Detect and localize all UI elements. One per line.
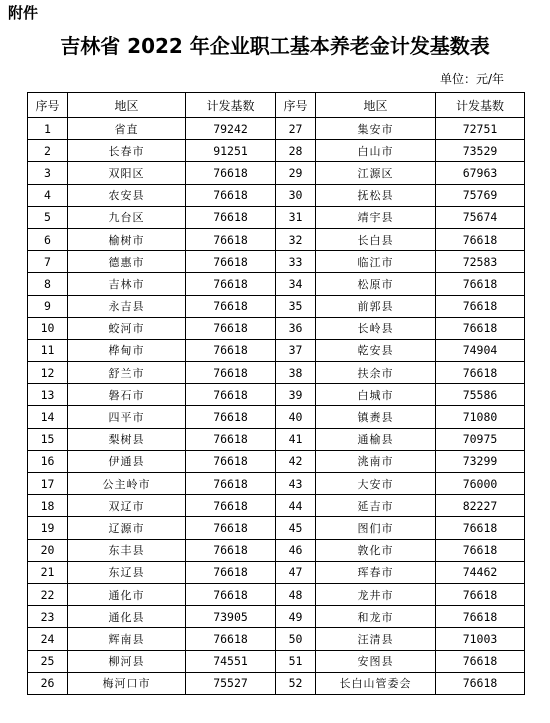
base-cell: 76618 xyxy=(186,273,276,295)
base-cell: 75527 xyxy=(186,672,276,694)
table-body xyxy=(28,118,525,695)
region-cell: 双辽市 xyxy=(68,495,186,517)
index-cell: 28 xyxy=(276,140,316,162)
index-cell: 41 xyxy=(276,428,316,450)
index-cell: 47 xyxy=(276,561,316,583)
table-row xyxy=(28,184,525,206)
base-cell: 76618 xyxy=(436,583,525,605)
index-cell: 27 xyxy=(276,118,316,140)
base-cell: 91251 xyxy=(186,140,276,162)
base-cell: 74551 xyxy=(186,650,276,672)
region-cell: 白山市 xyxy=(316,140,436,162)
region-cell: 公主岭市 xyxy=(68,473,186,495)
region-cell: 吉林市 xyxy=(68,273,186,295)
index-cell: 25 xyxy=(28,650,68,672)
region-cell: 延吉市 xyxy=(316,495,436,517)
table-row xyxy=(28,317,525,339)
base-cell: 73529 xyxy=(436,140,525,162)
index-cell: 1 xyxy=(28,118,68,140)
index-cell: 2 xyxy=(28,140,68,162)
region-cell: 农安县 xyxy=(68,184,186,206)
index-cell: 15 xyxy=(28,428,68,450)
index-cell: 6 xyxy=(28,228,68,250)
table-row xyxy=(28,118,525,140)
region-cell: 长白县 xyxy=(316,228,436,250)
region-cell: 四平市 xyxy=(68,406,186,428)
base-cell: 76618 xyxy=(436,295,525,317)
table-row xyxy=(28,339,525,361)
header-index: 序号 xyxy=(28,93,68,118)
header-index: 序号 xyxy=(276,93,316,118)
base-cell: 76618 xyxy=(186,628,276,650)
region-cell: 长岭县 xyxy=(316,317,436,339)
base-cell: 76618 xyxy=(186,428,276,450)
region-cell: 通化县 xyxy=(68,606,186,628)
base-cell: 76618 xyxy=(436,362,525,384)
region-cell: 集安市 xyxy=(316,118,436,140)
base-cell: 79242 xyxy=(186,118,276,140)
region-cell: 洮南市 xyxy=(316,450,436,472)
base-cell: 76618 xyxy=(186,450,276,472)
region-cell: 龙井市 xyxy=(316,583,436,605)
base-cell: 71080 xyxy=(436,406,525,428)
unit-label: 单位：元/年 xyxy=(439,72,504,86)
index-cell: 11 xyxy=(28,339,68,361)
index-cell: 37 xyxy=(276,339,316,361)
base-cell: 76618 xyxy=(186,251,276,273)
header-region: 地区 xyxy=(68,93,186,118)
region-cell: 梨树县 xyxy=(68,428,186,450)
table-row xyxy=(28,140,525,162)
base-cell: 76618 xyxy=(186,362,276,384)
index-cell: 33 xyxy=(276,251,316,273)
base-cell: 76618 xyxy=(186,473,276,495)
table-row xyxy=(28,406,525,428)
region-cell: 长春市 xyxy=(68,140,186,162)
table-row xyxy=(28,517,525,539)
index-cell: 44 xyxy=(276,495,316,517)
region-cell: 九台区 xyxy=(68,206,186,228)
base-cell: 67963 xyxy=(436,162,525,184)
table-row xyxy=(28,450,525,472)
region-cell: 江源区 xyxy=(316,162,436,184)
index-cell: 24 xyxy=(28,628,68,650)
index-cell: 7 xyxy=(28,251,68,273)
base-cell: 76618 xyxy=(436,317,525,339)
region-cell: 汪清县 xyxy=(316,628,436,650)
index-cell: 20 xyxy=(28,539,68,561)
base-cell: 75586 xyxy=(436,384,525,406)
base-cell: 76618 xyxy=(436,650,525,672)
index-cell: 9 xyxy=(28,295,68,317)
base-cell: 75674 xyxy=(436,206,525,228)
table-header-row xyxy=(28,93,525,118)
region-cell: 前郭县 xyxy=(316,295,436,317)
table-row xyxy=(28,650,525,672)
table-row xyxy=(28,495,525,517)
region-cell: 松原市 xyxy=(316,273,436,295)
index-cell: 21 xyxy=(28,561,68,583)
base-cell: 76000 xyxy=(436,473,525,495)
table-row xyxy=(28,583,525,605)
base-cell: 76618 xyxy=(186,517,276,539)
index-cell: 34 xyxy=(276,273,316,295)
index-cell: 51 xyxy=(276,650,316,672)
base-cell: 76618 xyxy=(186,384,276,406)
region-cell: 桦甸市 xyxy=(68,339,186,361)
index-cell: 35 xyxy=(276,295,316,317)
region-cell: 伊通县 xyxy=(68,450,186,472)
table-row xyxy=(28,628,525,650)
table-row xyxy=(28,473,525,495)
table-row xyxy=(28,162,525,184)
index-cell: 39 xyxy=(276,384,316,406)
index-cell: 36 xyxy=(276,317,316,339)
region-cell: 磐石市 xyxy=(68,384,186,406)
region-cell: 和龙市 xyxy=(316,606,436,628)
region-cell: 通化市 xyxy=(68,583,186,605)
region-cell: 舒兰市 xyxy=(68,362,186,384)
base-cell: 76618 xyxy=(436,672,525,694)
region-cell: 镇赉县 xyxy=(316,406,436,428)
base-cell: 76618 xyxy=(186,317,276,339)
base-cell: 76618 xyxy=(186,295,276,317)
region-cell: 大安市 xyxy=(316,473,436,495)
base-cell: 70975 xyxy=(436,428,525,450)
base-cell: 72751 xyxy=(436,118,525,140)
index-cell: 31 xyxy=(276,206,316,228)
base-cell: 76618 xyxy=(186,206,276,228)
table-row xyxy=(28,206,525,228)
region-cell: 安图县 xyxy=(316,650,436,672)
table-row xyxy=(28,228,525,250)
index-cell: 30 xyxy=(276,184,316,206)
region-cell: 榆树市 xyxy=(68,228,186,250)
base-cell: 76618 xyxy=(186,228,276,250)
index-cell: 5 xyxy=(28,206,68,228)
index-cell: 42 xyxy=(276,450,316,472)
index-cell: 8 xyxy=(28,273,68,295)
table-row xyxy=(28,273,525,295)
index-cell: 12 xyxy=(28,362,68,384)
index-cell: 50 xyxy=(276,628,316,650)
region-cell: 扶余市 xyxy=(316,362,436,384)
region-cell: 图们市 xyxy=(316,517,436,539)
index-cell: 45 xyxy=(276,517,316,539)
index-cell: 4 xyxy=(28,184,68,206)
table-row xyxy=(28,384,525,406)
region-cell: 抚松县 xyxy=(316,184,436,206)
index-cell: 13 xyxy=(28,384,68,406)
base-cell: 76618 xyxy=(436,228,525,250)
index-cell: 17 xyxy=(28,473,68,495)
base-cell: 72583 xyxy=(436,251,525,273)
base-cell: 76618 xyxy=(436,273,525,295)
table-row xyxy=(28,561,525,583)
index-cell: 49 xyxy=(276,606,316,628)
base-cell: 76618 xyxy=(436,539,525,561)
index-cell: 19 xyxy=(28,517,68,539)
region-cell: 敦化市 xyxy=(316,539,436,561)
index-cell: 22 xyxy=(28,583,68,605)
base-cell: 76618 xyxy=(186,184,276,206)
index-cell: 23 xyxy=(28,606,68,628)
region-cell: 双阳区 xyxy=(68,162,186,184)
index-cell: 40 xyxy=(276,406,316,428)
base-cell: 76618 xyxy=(186,162,276,184)
region-cell: 靖宇县 xyxy=(316,206,436,228)
table-row xyxy=(28,362,525,384)
table-row xyxy=(28,606,525,628)
base-cell: 76618 xyxy=(186,561,276,583)
region-cell: 白城市 xyxy=(316,384,436,406)
base-cell: 74904 xyxy=(436,339,525,361)
region-cell: 通榆县 xyxy=(316,428,436,450)
base-cell: 76618 xyxy=(186,539,276,561)
table-row xyxy=(28,539,525,561)
base-cell: 76618 xyxy=(186,339,276,361)
index-cell: 48 xyxy=(276,583,316,605)
base-cell: 76618 xyxy=(436,517,525,539)
table-row xyxy=(28,251,525,273)
base-cell: 71003 xyxy=(436,628,525,650)
base-cell: 73299 xyxy=(436,450,525,472)
base-cell: 75769 xyxy=(436,184,525,206)
index-cell: 29 xyxy=(276,162,316,184)
index-cell: 18 xyxy=(28,495,68,517)
index-cell: 16 xyxy=(28,450,68,472)
index-cell: 32 xyxy=(276,228,316,250)
header-region: 地区 xyxy=(316,93,436,118)
base-cell: 76618 xyxy=(186,495,276,517)
region-cell: 梅河口市 xyxy=(68,672,186,694)
base-cell: 76618 xyxy=(186,406,276,428)
base-cell: 82227 xyxy=(436,495,525,517)
region-cell: 德惠市 xyxy=(68,251,186,273)
base-cell: 76618 xyxy=(186,583,276,605)
base-cell: 74462 xyxy=(436,561,525,583)
region-cell: 临江市 xyxy=(316,251,436,273)
table-row xyxy=(28,672,525,694)
index-cell: 14 xyxy=(28,406,68,428)
base-cell: 76618 xyxy=(436,606,525,628)
table-row xyxy=(28,295,525,317)
header-base: 计发基数 xyxy=(186,93,276,118)
index-cell: 46 xyxy=(276,539,316,561)
region-cell: 乾安县 xyxy=(316,339,436,361)
attachment-label: 附件 xyxy=(8,4,39,22)
base-cell: 73905 xyxy=(186,606,276,628)
index-cell: 52 xyxy=(276,672,316,694)
index-cell: 43 xyxy=(276,473,316,495)
table-row xyxy=(28,428,525,450)
region-cell: 东辽县 xyxy=(68,561,186,583)
region-cell: 辽源市 xyxy=(68,517,186,539)
index-cell: 38 xyxy=(276,362,316,384)
index-cell: 26 xyxy=(28,672,68,694)
region-cell: 东丰县 xyxy=(68,539,186,561)
region-cell: 蛟河市 xyxy=(68,317,186,339)
region-cell: 珲春市 xyxy=(316,561,436,583)
index-cell: 10 xyxy=(28,317,68,339)
region-cell: 柳河县 xyxy=(68,650,186,672)
region-cell: 永吉县 xyxy=(68,295,186,317)
region-cell: 省直 xyxy=(68,118,186,140)
header-base: 计发基数 xyxy=(436,93,525,118)
pension-base-table xyxy=(27,92,525,695)
region-cell: 长白山管委会 xyxy=(316,672,436,694)
region-cell: 辉南县 xyxy=(68,628,186,650)
index-cell: 3 xyxy=(28,162,68,184)
page-title: 吉林省 2022 年企业职工基本养老金计发基数表 xyxy=(60,34,490,58)
